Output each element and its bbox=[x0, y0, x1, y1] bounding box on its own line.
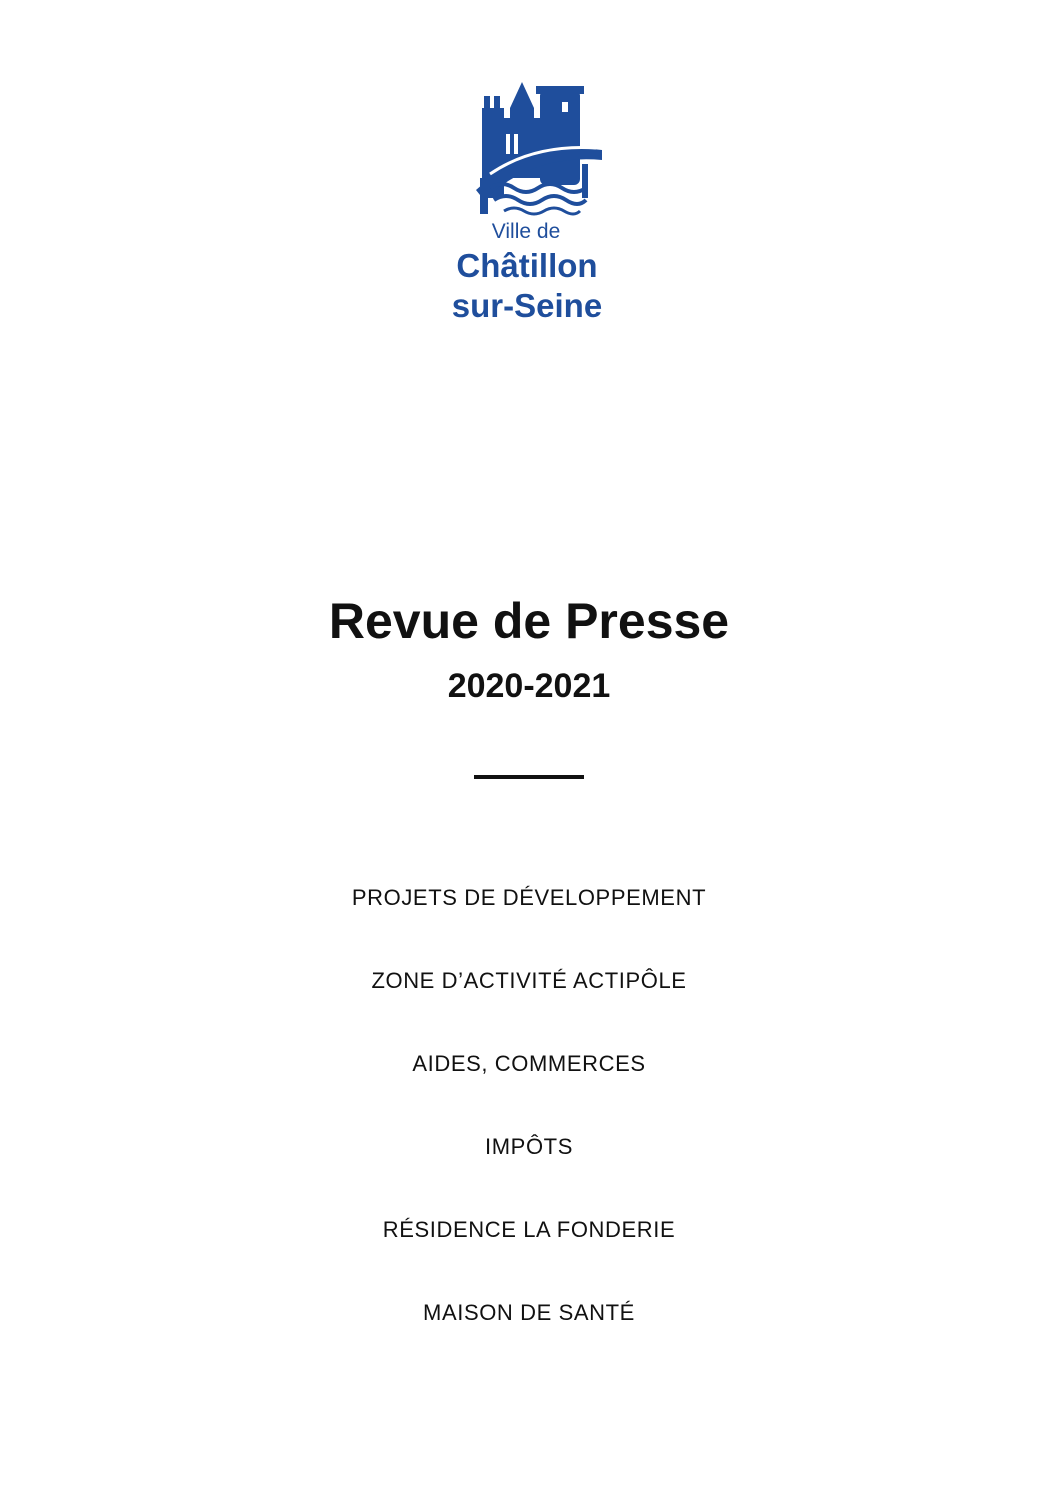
logo-line-sur-seine: sur-Seine bbox=[451, 287, 603, 324]
document-year-range: 2020-2021 bbox=[447, 667, 611, 705]
topic-item: PROJETS DE DÉVELOPPEMENT bbox=[351, 885, 707, 910]
topic-item: AIDES, COMMERCES bbox=[412, 1051, 646, 1076]
logo-line-city-name: Châtillon bbox=[456, 247, 598, 284]
logo-text bbox=[440, 218, 620, 326]
castle-bridge-emblem-icon bbox=[470, 78, 610, 218]
topic-item: MAISON DE SANTÉ bbox=[423, 1300, 635, 1325]
topic-item: ZONE D’ACTIVITÉ ACTIPÔLE bbox=[371, 968, 687, 993]
topics-list bbox=[0, 878, 1058, 1376]
city-logo bbox=[440, 78, 620, 338]
topic-item: IMPÔTS bbox=[485, 1134, 573, 1159]
title-divider bbox=[474, 775, 584, 779]
topic-item: RÉSIDENCE LA FONDERIE bbox=[382, 1217, 676, 1242]
document-title: Revue de Presse bbox=[328, 593, 730, 649]
logo-line-ville-de: Ville de bbox=[491, 220, 561, 243]
